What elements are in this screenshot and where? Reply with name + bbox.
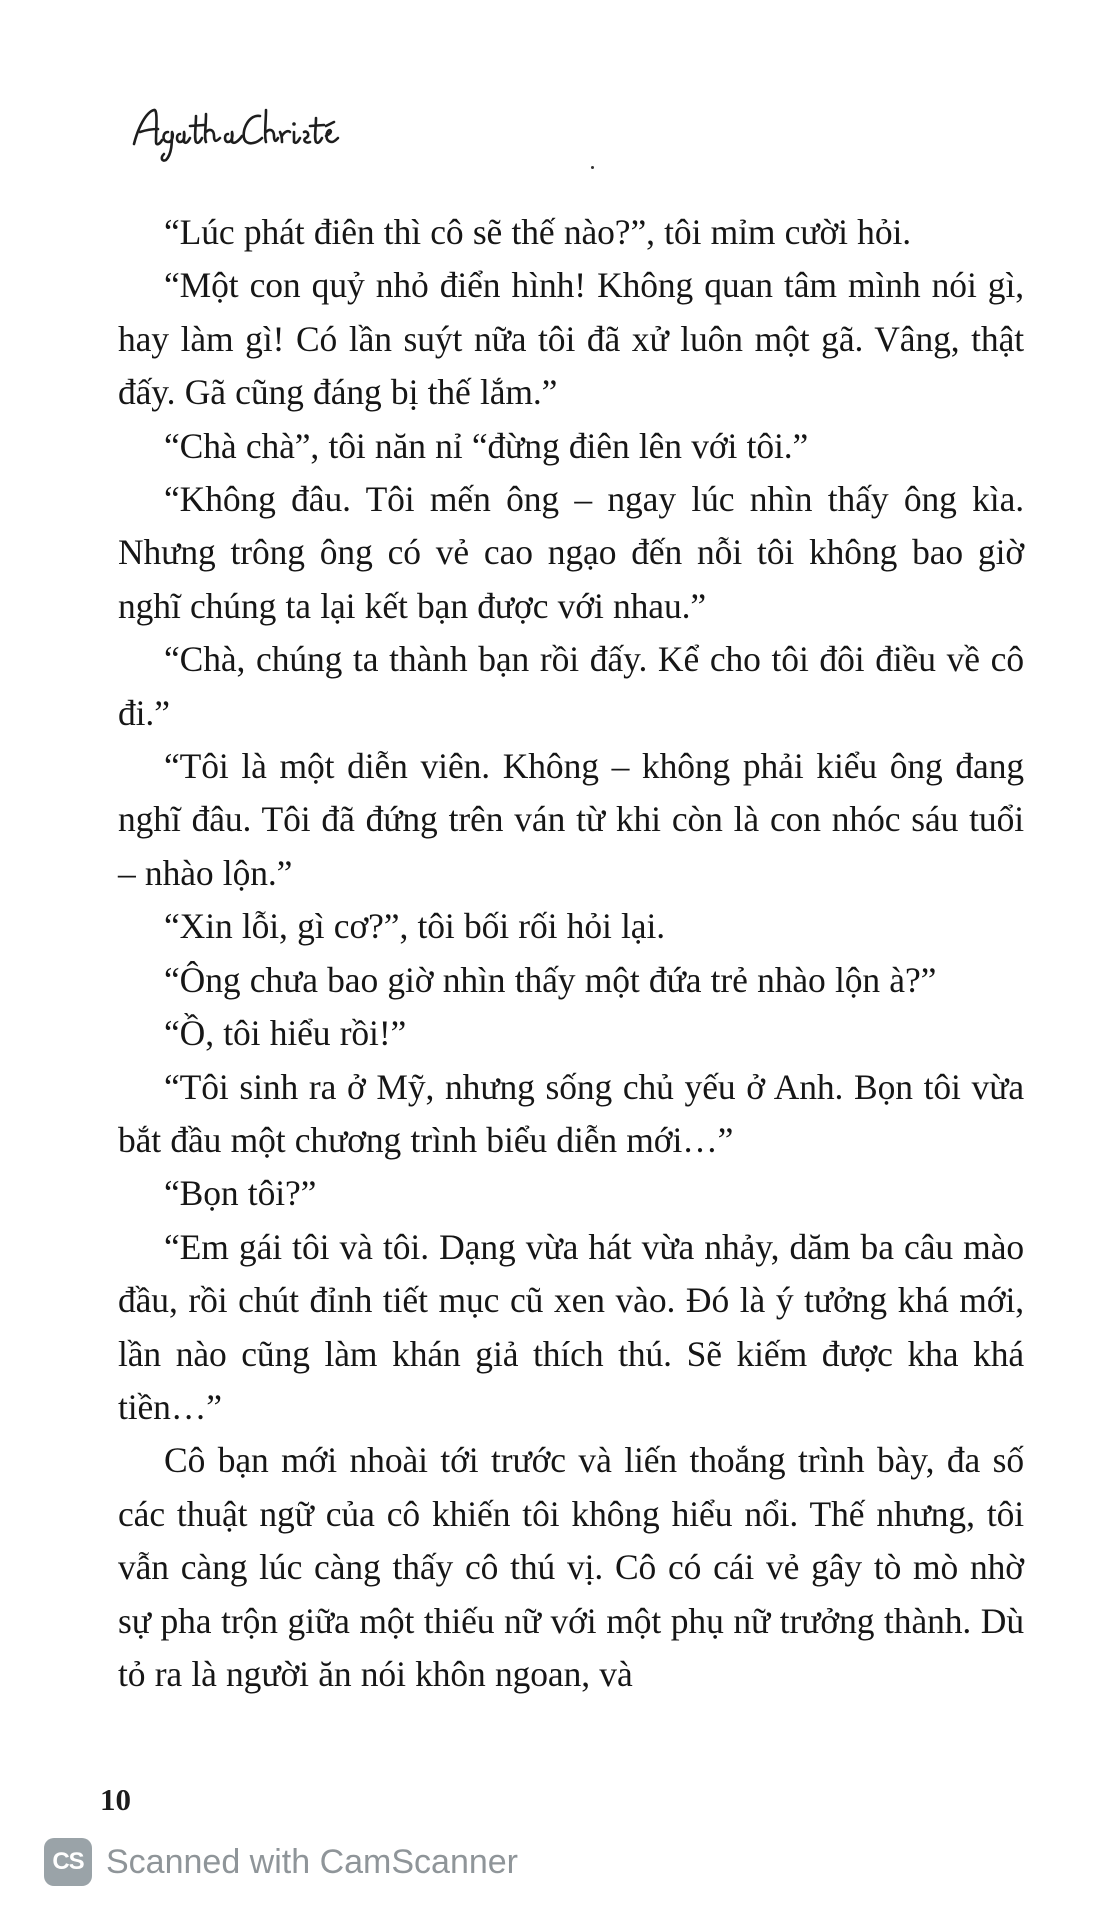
paragraph: “Xin lỗi, gì cơ?”, tôi bối rối hỏi lại.	[164, 906, 665, 947]
paragraph: “Một con quỷ nhỏ điển hình! Không quan tâm mình nói gì, hay làm gì! Có lần suýt nữa tôi đã xử luôn một gã. Vâng, thật đấy. Gã cũng đáng bị thế lắm.”	[118, 265, 1024, 413]
paragraph: “Chà chà”, tôi năn nỉ “đừng điên lên với tôi.”	[164, 425, 809, 466]
author-signature-logo	[120, 98, 340, 168]
paragraph: “Chà, chúng ta thành bạn rồi đấy. Kể cho tôi đôi điều về cô đi.”	[118, 639, 1024, 733]
paragraph: “Lúc phát điên thì cô sẽ thế nào?”, tôi mỉm cười hỏi.	[164, 212, 912, 252]
paragraph: “Ồ, tôi hiểu rồi!”	[164, 1013, 407, 1054]
paragraph: “Tôi sinh ra ở Mỹ, nhưng sống chủ yếu ở Anh. Bọn tôi vừa bắt đầu một chương trình biểu diễn mới…”	[118, 1066, 1024, 1160]
body-text	[118, 206, 1024, 1701]
paragraph: “Tôi là một diễn viên. Không – không phải kiểu ông đang nghĩ đâu. Tôi đã đứng trên ván từ khi còn là con nhóc sáu tuổi – nhào lộn.”	[118, 746, 1024, 893]
signature-handwriting-image	[120, 98, 340, 168]
scan-speck	[591, 166, 594, 169]
watermark-text: Scanned with CamScanner	[106, 1842, 519, 1881]
paragraph: Cô bạn mới nhoài tới trước và liến thoắng trình bày, đa số các thuật ngữ của cô khiến tôi không hiểu nổi. Thế nhưng, tôi vẫn càng lúc càng thấy cô thú vị. Cô có cái vẻ gây tò mò nhờ sự pha trộn giữa một thiếu nữ với một phụ nữ trưởng thành. Dù tỏ ra là người ăn nói khôn ngoan, và	[118, 1440, 1024, 1694]
camscanner-logo-icon: CS	[44, 1838, 92, 1886]
page-number: 10	[100, 1782, 131, 1817]
paragraph: “Ông chưa bao giờ nhìn thấy một đứa trẻ nhào lộn à?”	[164, 959, 937, 1000]
paragraph: “Em gái tôi và tôi. Dạng vừa hát vừa nhảy, dăm ba câu mào đầu, rồi chút đỉnh tiết mục cũ xen vào. Đó là ý tưởng khá mới, lần nào cũng làm khán giả thích thú. Sẽ kiếm được kha khá tiền…”	[118, 1226, 1024, 1427]
camscanner-watermark	[44, 1834, 518, 1890]
paragraph: “Không đâu. Tôi mến ông – ngay lúc nhìn thấy ông kìa. Nhưng trông ông có vẻ cao ngạo đến nỗi tôi không bao giờ nghĩ chúng ta lại kết bạn được với nhau.”	[118, 479, 1024, 626]
paragraph: “Bọn tôi?”	[164, 1173, 317, 1214]
